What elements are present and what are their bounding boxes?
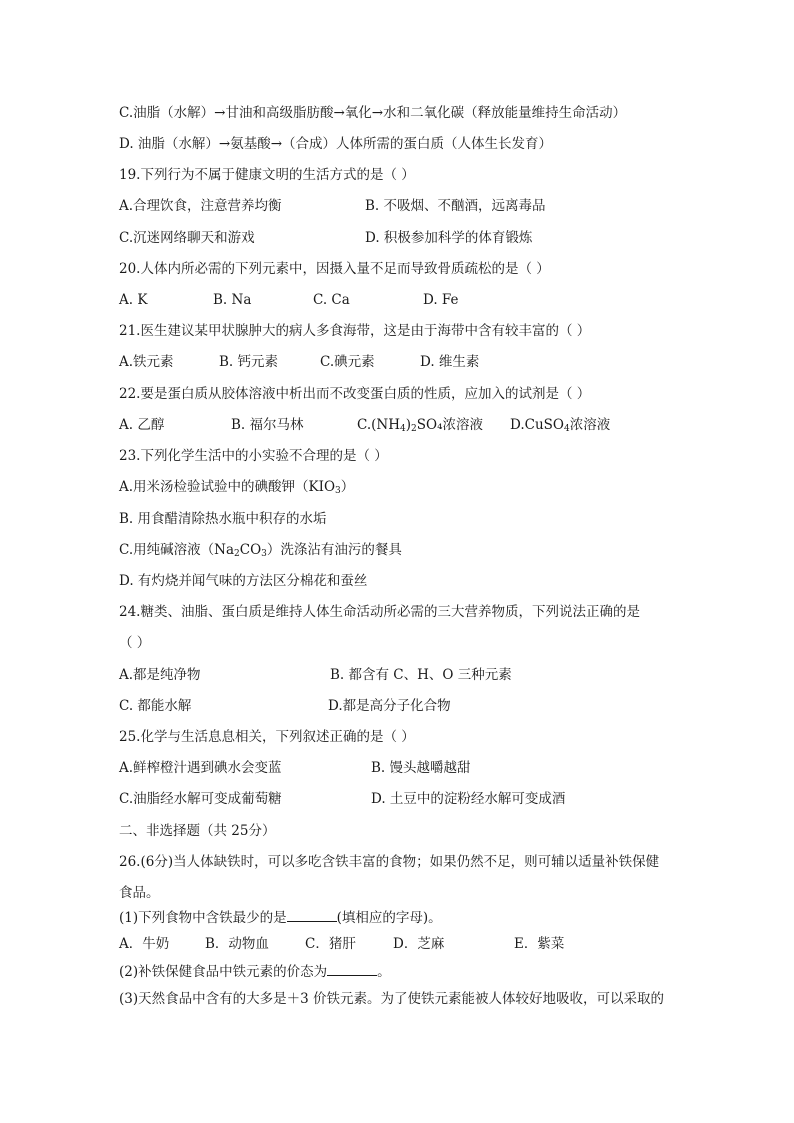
q26-part2 <box>119 963 391 981</box>
q25-option-a: A.鲜榨橙汁遇到碘水会变蓝 <box>119 760 282 776</box>
q19-option-b: B. 不吸烟、不酗酒，远离毒品 <box>365 198 546 214</box>
q22-option-d-suffix: 浓溶液 <box>569 417 611 433</box>
q18-option-d: D. 油脂（水解）→氨基酸→（合成）人体所需的蛋白质（人体生长发育） <box>119 136 553 152</box>
q24-option-d: D.都是高分子化合物 <box>328 698 451 714</box>
q23-option-a-suffix: ） <box>340 479 355 495</box>
q22-option-c-prefix: C.(NH <box>357 417 400 433</box>
q19-option-d: D. 积极参加科学的体育锻炼 <box>365 230 533 246</box>
q26-stem: 26.(6分)当人体缺铁时，可以多吃含铁丰富的食物；如果仍然不足，则可辅以适量补铁保健 <box>119 854 660 870</box>
q26-option-c: C．猪肝 <box>305 936 356 952</box>
q19-option-c: C.沉迷网络聊天和游戏 <box>119 230 255 246</box>
q23-option-d: D. 有灼烧并闻气味的方法区分棉花和蚕丝 <box>119 573 368 589</box>
q23-option-a-prefix: A.用米汤检验试验中的碘酸钾（KIO <box>119 479 336 495</box>
q25-stem: 25.化学与生活息息相关，下列叙述正确的是（ ） <box>119 729 415 745</box>
q23-option-c-sub2: 3 <box>261 549 267 559</box>
q26-option-b: B．动物血 <box>205 936 269 952</box>
q20-option-d: D. Fe <box>423 292 459 308</box>
q22-option-d-prefix: D.CuSO <box>510 417 564 433</box>
q26-part3: (3)天然食品中含有的大多是＋3 价铁元素。为了使铁元素能被人体较好地吸收，可以采取的 <box>119 991 665 1007</box>
q22-option-a: A. 乙醇 <box>119 417 165 433</box>
answer-blank[interactable] <box>327 963 377 976</box>
q23-stem: 23.下列化学生活中的小实验不合理的是（ ） <box>119 448 388 464</box>
q19-stem: 19.下列行为不属于健康文明的生活方式的是（ ） <box>119 167 415 183</box>
q24-option-b: B. 都含有 C、H、O 三种元素 <box>330 667 512 683</box>
q22-option-d <box>510 416 610 434</box>
q23-option-c-mid: CO <box>239 542 262 558</box>
q26-option-a: A．牛奶 <box>119 936 170 952</box>
q25-option-c: C.油脂经水解可变成葡萄糖 <box>119 791 282 807</box>
answer-blank[interactable] <box>287 909 337 922</box>
q23-option-b: B. 用食醋清除热水瓶中积存的水垢 <box>119 511 327 527</box>
q22-option-c-sub2: 2 <box>411 424 417 434</box>
q23-option-c-sub1: 2 <box>234 549 240 559</box>
q25-option-d: D. 土豆中的淀粉经水解可变成酒 <box>371 791 566 807</box>
q26-part1-suffix: (填相应的字母)。 <box>336 910 442 926</box>
q23-option-c-prefix: C.用纯碱溶液（Na <box>119 542 235 558</box>
q24-stem: 24.糖类、油脂、蛋白质是维持人体生命活动所必需的三大营养物质，下列说法正确的是 <box>119 604 640 620</box>
q23-option-a <box>119 478 354 496</box>
q21-option-c: C.碘元素 <box>320 354 375 370</box>
q23-option-c-suffix: ）洗涤沾有油污的餐具 <box>266 542 402 558</box>
q21-option-d: D. 维生素 <box>420 354 480 370</box>
q26-part2-prefix: (2)补铁保健食品中铁元素的价态为 <box>119 964 328 980</box>
q26-part1-prefix: (1)下列食物中含铁最少的是 <box>119 910 287 926</box>
q20-option-a: A. K <box>119 292 148 308</box>
q19-option-a: A.合理饮食，注意营养均衡 <box>119 198 282 214</box>
q18-option-c: C.油脂（水解）→甘油和高级脂肪酸→氧化→水和二氧化碳（释放能量维持生命活动） <box>119 105 627 121</box>
q22-option-d-sub: 4 <box>563 424 570 434</box>
q22-option-b: B. 福尔马林 <box>231 417 304 433</box>
q24-option-a: A.都是纯净物 <box>119 667 201 683</box>
q22-option-c <box>357 416 483 434</box>
q24-stem-cont: （ ） <box>119 635 151 651</box>
q26-stem-cont: 食品。 <box>119 885 160 901</box>
q21-stem: 21.医生建议某甲状腺肿大的病人多食海带，这是由于海带中含有较丰富的（ ） <box>119 323 591 339</box>
q20-option-c: C. Ca <box>313 292 350 308</box>
q20-option-b: B. Na <box>213 292 252 308</box>
q23-option-a-sub: 3 <box>335 486 341 496</box>
q26-option-e: E．紫菜 <box>514 936 565 952</box>
section-heading: 二、非选择题（共 25分） <box>119 823 276 839</box>
q23-option-c <box>119 541 402 559</box>
q21-option-a: A.铁元素 <box>119 354 174 370</box>
q22-stem: 22.要是蛋白质从胶体溶液中析出而不改变蛋白质的性质，应加入的试剂是（ ） <box>119 386 591 402</box>
q26-part1 <box>119 909 442 927</box>
q22-option-c-mid: ) <box>405 417 412 433</box>
q26-part2-suffix: 。 <box>377 964 391 980</box>
q22-option-c-sub1: 4 <box>400 424 406 434</box>
q24-option-c: C. 都能水解 <box>119 698 192 714</box>
q21-option-b: B. 钙元素 <box>219 354 279 370</box>
q22-option-c-suffix: SO₄浓溶液 <box>416 417 483 433</box>
q26-option-d: D．芝麻 <box>393 936 445 952</box>
q20-stem: 20.人体内所必需的下列元素中，因摄入量不足而导致骨质疏松的是（ ） <box>119 261 550 277</box>
q25-option-b: B. 馒头越嚼越甜 <box>371 760 471 776</box>
